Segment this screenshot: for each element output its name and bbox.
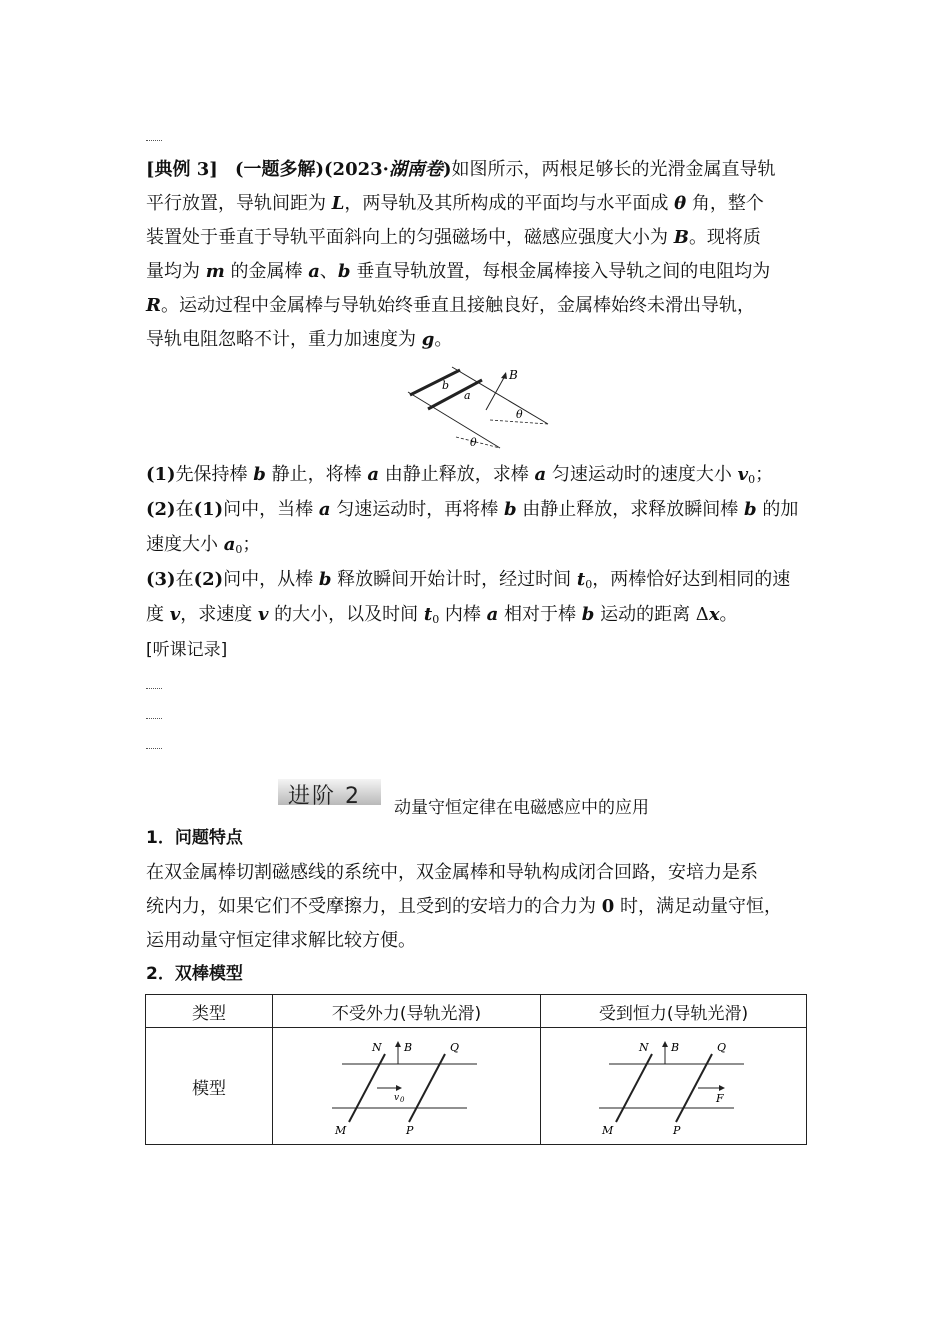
rod-b bbox=[410, 370, 460, 395]
label-theta-1: θ bbox=[516, 408, 523, 421]
model-figure-left bbox=[327, 1036, 487, 1136]
label-b: b bbox=[442, 379, 450, 392]
model-constant-force bbox=[541, 1028, 807, 1145]
svg-text:F: F bbox=[715, 1092, 724, 1105]
section-badge: 进阶 2 bbox=[278, 779, 381, 805]
model-figure-right bbox=[594, 1036, 754, 1136]
point-1-line-2: 统内力，如果它们不受摩擦力，且受到的安培力的合力为 0 时，满足动量守恒， bbox=[146, 896, 782, 917]
question-1: (1)先保持棒 b 静止，将棒 a 由静止释放，求棒 a 匀速运动时的速度大小 $v_0$； bbox=[146, 464, 774, 486]
point-1-heading: 1．问题特点 bbox=[146, 828, 243, 848]
inclined-rails-figure bbox=[400, 362, 555, 452]
svg-text:M: M bbox=[334, 1124, 346, 1136]
question-2-line-1: (2)在(1)问中，当棒 a 匀速运动时，再将棒 b 由静止释放，求释放瞬间棒 b 的加 bbox=[146, 499, 799, 520]
svg-text:B: B bbox=[670, 1041, 679, 1054]
svg-text:Q: Q bbox=[716, 1041, 726, 1054]
point-1-line-1: 在双金属棒切割磁感线的系统中，双金属棒和导轨构成闭合回路，安培力是系 bbox=[146, 862, 758, 883]
rod-a bbox=[428, 380, 482, 409]
notes-blank-line bbox=[146, 748, 162, 749]
source-label: 湖南卷 bbox=[388, 159, 443, 180]
header-type: 类型 bbox=[146, 995, 273, 1028]
notes-blank-line bbox=[146, 688, 162, 689]
question-3-line-2: 度 v，求速度 v 的大小，以及时间 $t_0$ 内棒 a 相对于棒 b 运动的距离 Δx。 bbox=[146, 604, 738, 626]
point-1-line-3: 运用动量守恒定律求解比较方便。 bbox=[146, 930, 416, 951]
example-line-2: 平行放置，导轨间距为 L，两导轨及其所构成的平面均与水平面成 θ 角，整个 bbox=[146, 193, 764, 214]
field-arrow bbox=[486, 374, 506, 410]
svg-text:B: B bbox=[403, 1041, 412, 1054]
svg-text:N: N bbox=[638, 1041, 649, 1054]
svg-text:P: P bbox=[405, 1124, 413, 1136]
row-label-model: 模型 bbox=[146, 1028, 273, 1145]
svg-text:P: P bbox=[672, 1124, 680, 1136]
svg-text:0: 0 bbox=[399, 1096, 404, 1104]
notes-label: [听课记录] bbox=[146, 640, 228, 660]
two-rod-model-table bbox=[145, 994, 807, 1145]
header-constant-force: 受到恒力(导轨光滑) bbox=[541, 995, 807, 1028]
model-no-external-force bbox=[273, 1028, 541, 1145]
svg-text:M: M bbox=[601, 1124, 613, 1136]
table-row bbox=[146, 1028, 807, 1145]
answer-blank-line bbox=[146, 140, 162, 141]
svg-text:N: N bbox=[371, 1041, 382, 1054]
header-no-external-force: 不受外力(导轨光滑) bbox=[273, 995, 541, 1028]
example-line-5: R。运动过程中金属棒与导轨始终垂直且接触良好，金属棒始终未滑出导轨， bbox=[146, 295, 755, 316]
point-2-heading: 2．双棒模型 bbox=[146, 964, 243, 984]
example-line-3: 装置处于垂直于导轨平面斜向上的匀强磁场中，磁感应强度大小为 B。现将质 bbox=[146, 227, 761, 248]
label-a: a bbox=[464, 389, 471, 402]
example-line-4: 量均为 m 的金属棒 a、b 垂直导轨放置，每根金属棒接入导轨之间的电阻均为 bbox=[146, 261, 771, 282]
notes-blank-line bbox=[146, 718, 162, 719]
example-line-1: [典例 3] (一题多解)(2023·湖南卷)如图所示，两根足够长的光滑金属直导轨 bbox=[146, 159, 776, 180]
svg-text:v: v bbox=[393, 1093, 399, 1103]
question-2-line-2: 速度大小 $a_0$； bbox=[146, 534, 261, 556]
svg-text:Q: Q bbox=[449, 1041, 459, 1054]
example-tag: [典例 3] bbox=[146, 159, 218, 180]
label-B: B bbox=[509, 368, 518, 382]
table-header-row bbox=[146, 995, 807, 1028]
example-line-6: 导轨电阻忽略不计，重力加速度为 g。 bbox=[146, 329, 453, 350]
question-3-line-1: (3)在(2)问中，从棒 b 释放瞬间开始计时，经过时间 $t_0$，两棒恰好达到相同的速 bbox=[146, 569, 791, 591]
label-theta-2: θ bbox=[470, 436, 477, 449]
section-title: 动量守恒定律在电磁感应中的应用 bbox=[394, 798, 649, 818]
